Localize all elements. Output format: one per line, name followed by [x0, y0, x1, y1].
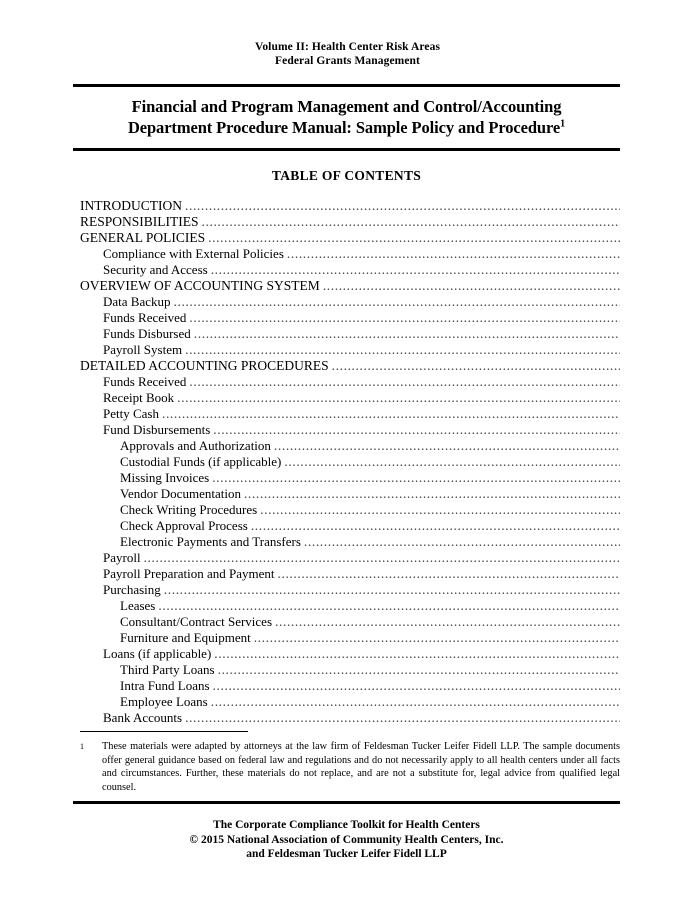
toc-entry-label: Security and Access — [103, 262, 208, 277]
toc-dot-leader — [284, 457, 620, 470]
toc-entry-label: Check Writing Procedures — [120, 502, 258, 517]
toc-entry-label: Compliance with External Policies — [103, 246, 284, 261]
footnote — [80, 740, 620, 794]
toc-dot-leader — [278, 569, 621, 582]
toc-entry[interactable] — [103, 390, 620, 406]
toc-entry-label: OVERVIEW OF ACCOUNTING SYSTEM — [80, 278, 320, 293]
toc-entry[interactable] — [103, 406, 620, 422]
toc-entry[interactable] — [103, 310, 620, 326]
toc-dot-leader — [332, 361, 620, 374]
toc-dot-leader — [208, 233, 620, 246]
toc-dot-leader — [213, 425, 620, 438]
footer-line-2: © 2015 National Association of Community Health Centers, Inc. — [189, 833, 504, 846]
toc-entry-label: Payroll Preparation and Payment — [103, 566, 275, 581]
toc-dot-leader — [323, 281, 620, 294]
toc-entry[interactable] — [103, 326, 620, 342]
toc-entry-label: Fund Disbursements — [103, 422, 211, 437]
toc-entry-label: Electronic Payments and Transfers — [120, 534, 301, 549]
toc-dot-leader — [202, 217, 620, 230]
toc-entry[interactable] — [103, 566, 620, 582]
footnote-text: These materials were adapted by attorneys at the law firm of Feldesman Tucker Leifer Fidell LLP. The sample documents offer general guidance based on federal law and regulations and do not necessarily apply to all health centers under all facts and circumstances. Further, these materials do not replace, and are not a substitute for, legal advice from qualified legal counsel. — [102, 741, 620, 793]
toc-entry-label: Leases — [120, 598, 156, 613]
page-title-line-2-text: Department Procedure Manual: Sample Policy and Procedure — [127, 118, 561, 137]
toc-dot-leader — [162, 409, 620, 422]
toc-entry[interactable] — [120, 614, 620, 630]
toc-entry[interactable] — [103, 582, 620, 598]
toc-entry[interactable] — [103, 550, 620, 566]
toc-entry[interactable] — [120, 470, 620, 486]
toc-dot-leader — [274, 441, 620, 454]
toc-entry-label: Petty Cash — [103, 406, 159, 421]
toc-entry-label: Approvals and Authorization — [120, 438, 271, 453]
toc-dot-leader — [254, 633, 620, 646]
page-footer — [73, 818, 620, 862]
toc-entry-label: Bank Accounts — [103, 710, 183, 725]
toc-entry[interactable] — [120, 678, 620, 694]
toc-entry[interactable] — [80, 358, 620, 374]
toc-entry-label: Custodial Funds (if applicable) — [120, 454, 282, 469]
toc-entry-label: GENERAL POLICIES — [80, 230, 206, 245]
toc-entry[interactable] — [80, 198, 620, 214]
toc-entry-label: Furniture and Equipment — [120, 630, 251, 645]
toc-dot-leader — [287, 249, 620, 262]
toc-entry[interactable] — [120, 662, 620, 678]
toc-entry[interactable] — [103, 262, 620, 278]
toc-entry[interactable] — [120, 454, 620, 470]
toc-entry-label: Funds Received — [103, 310, 187, 325]
toc-dot-leader — [260, 505, 620, 518]
footer-line-3: and Feldesman Tucker Leifer Fidell LLP — [246, 848, 447, 860]
footnote-marker: 1 — [80, 742, 84, 751]
running-head-line-1: Volume II: Health Center Risk Areas — [254, 41, 441, 53]
title-footnote-marker: 1 — [560, 118, 566, 130]
toc-entry-label: Intra Fund Loans — [120, 678, 210, 693]
toc-dot-leader — [213, 681, 620, 694]
toc-entry-label: Consultant/Contract Services — [120, 614, 273, 629]
toc-entry[interactable] — [120, 502, 620, 518]
toc-entry[interactable] — [120, 630, 620, 646]
toc-dot-leader — [164, 585, 620, 598]
toc-dot-leader — [177, 393, 620, 406]
toc-dot-leader — [189, 377, 620, 390]
footer-line-1: The Corporate Compliance Toolkit for Health Centers — [213, 819, 480, 831]
toc-entry-label: Payroll — [103, 550, 141, 565]
toc-entry[interactable] — [120, 518, 620, 534]
toc-entry[interactable] — [120, 598, 620, 614]
toc-entry[interactable] — [120, 438, 620, 454]
footer-rule — [73, 801, 620, 804]
toc-dot-leader — [275, 617, 620, 630]
toc-dot-leader — [244, 489, 620, 502]
toc-dot-leader — [174, 297, 620, 310]
toc-entry[interactable] — [103, 646, 620, 662]
toc-entry[interactable] — [120, 534, 620, 550]
toc-entry-label: Purchasing — [103, 582, 161, 597]
toc-entry[interactable] — [80, 278, 620, 294]
toc-heading: TABLE OF CONTENTS — [271, 168, 422, 183]
running-head — [0, 40, 695, 68]
running-head-line-2: Federal Grants Management — [275, 55, 420, 67]
toc-dot-leader — [212, 473, 620, 486]
toc-entry[interactable] — [80, 214, 620, 230]
page-title-line-2 — [73, 117, 620, 138]
table-of-contents — [80, 198, 620, 726]
toc-entry-label: Loans (if applicable) — [103, 646, 212, 661]
toc-dot-leader — [189, 313, 620, 326]
toc-entry[interactable] — [103, 710, 620, 726]
toc-dot-leader — [185, 201, 620, 214]
toc-entry[interactable] — [103, 342, 620, 358]
toc-dot-leader — [211, 265, 620, 278]
toc-dot-leader — [194, 329, 620, 342]
toc-dot-leader — [304, 537, 620, 550]
toc-entry-label: Payroll System — [103, 342, 183, 357]
toc-entry-label: Vendor Documentation — [120, 486, 241, 501]
toc-dot-leader — [185, 345, 620, 358]
toc-entry-label: Missing Invoices — [120, 470, 210, 485]
toc-dot-leader — [214, 649, 620, 662]
toc-entry-label: INTRODUCTION — [80, 198, 182, 213]
toc-dot-leader — [211, 697, 620, 710]
toc-dot-leader — [251, 521, 620, 534]
toc-entry-label: DETAILED ACCOUNTING PROCEDURES — [80, 358, 329, 373]
toc-entry-label: Data Backup — [103, 294, 171, 309]
toc-entry[interactable] — [80, 230, 620, 246]
toc-entry[interactable] — [120, 694, 620, 710]
toc-entry-label: Receipt Book — [103, 390, 175, 405]
toc-dot-leader — [185, 713, 620, 726]
toc-entry[interactable] — [120, 486, 620, 502]
page-title — [73, 96, 620, 138]
toc-entry[interactable] — [103, 294, 620, 310]
toc-dot-leader — [144, 553, 620, 566]
toc-entry[interactable] — [103, 374, 620, 390]
toc-entry-label: Check Approval Process — [120, 518, 248, 533]
toc-dot-leader — [158, 601, 620, 614]
toc-entry-label: Funds Received — [103, 374, 187, 389]
title-rule-top — [73, 84, 620, 87]
title-rule-bottom — [73, 148, 620, 151]
toc-entry-label: Funds Disbursed — [103, 326, 191, 341]
toc-entry[interactable] — [103, 422, 620, 438]
toc-entry-label: RESPONSIBILITIES — [80, 214, 199, 229]
page-title-line-1: Financial and Program Management and Control/Accounting — [131, 97, 562, 116]
toc-entry[interactable] — [103, 246, 620, 262]
toc-entry-label: Third Party Loans — [120, 662, 215, 677]
toc-dot-leader — [218, 665, 620, 678]
toc-entry-label: Employee Loans — [120, 694, 208, 709]
footnote-separator-rule — [80, 731, 248, 732]
